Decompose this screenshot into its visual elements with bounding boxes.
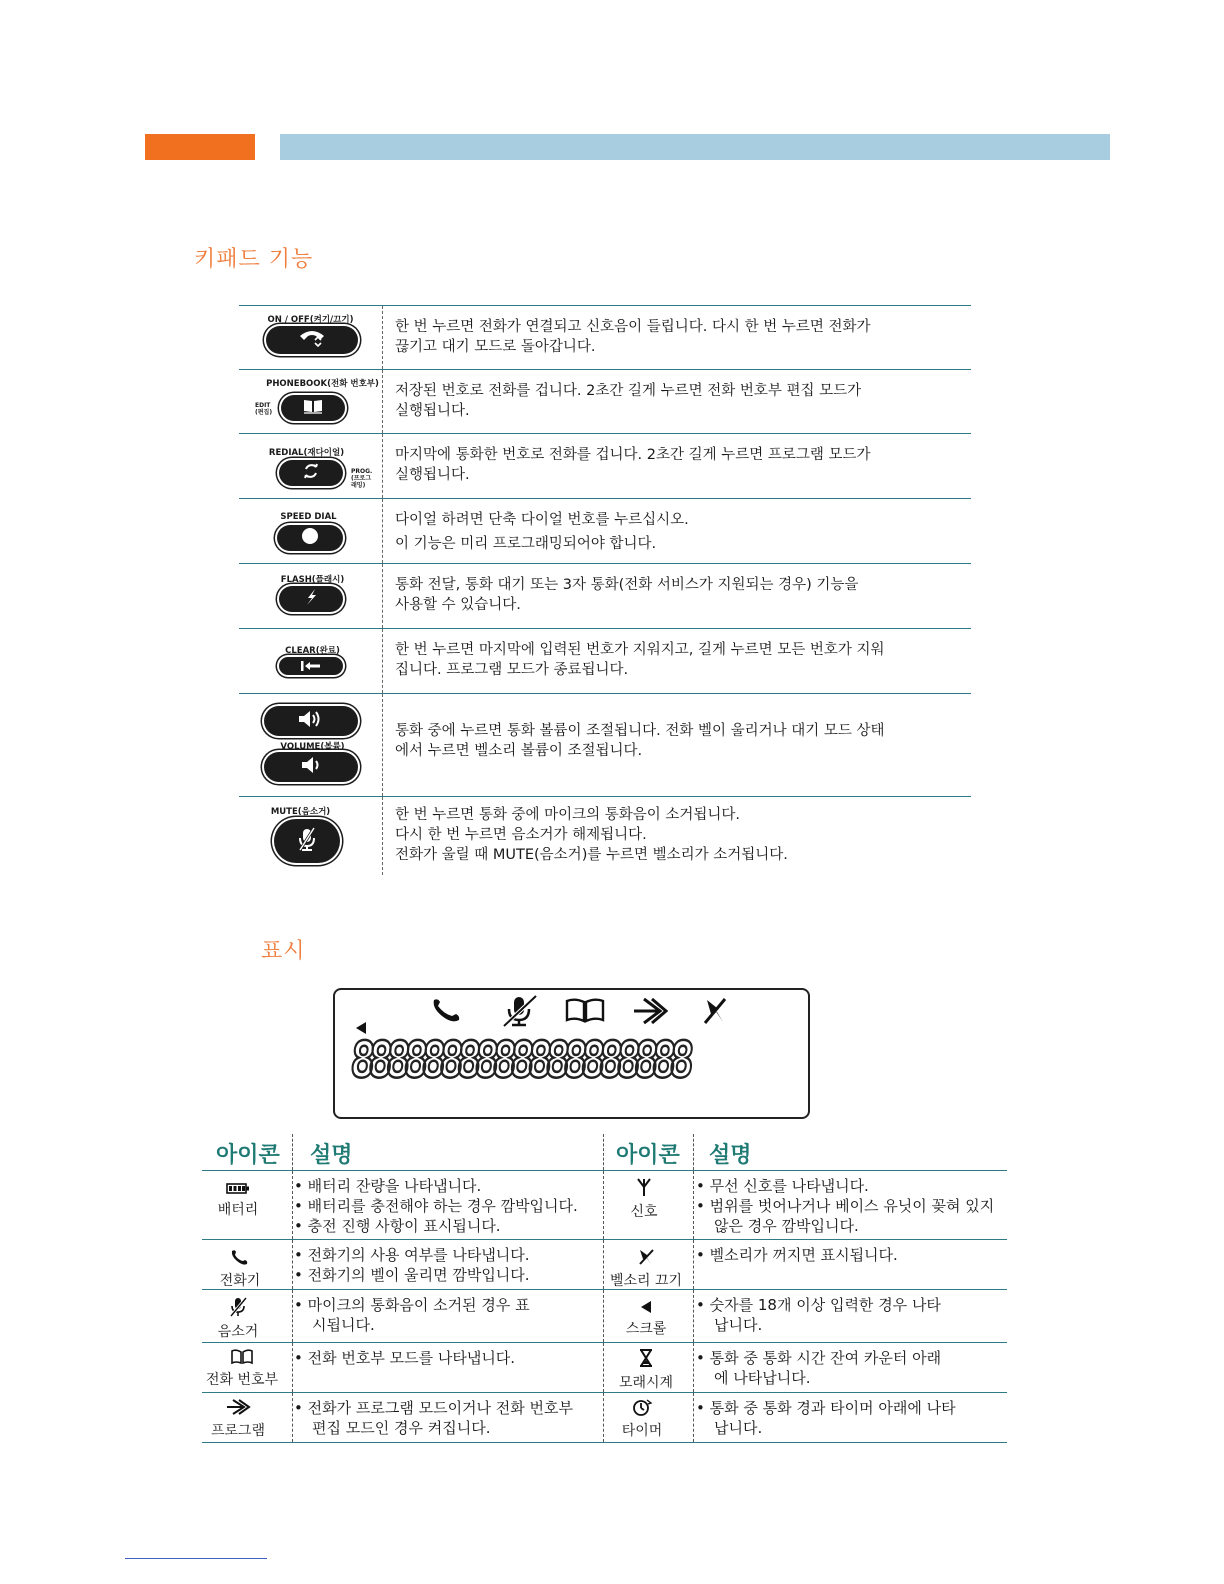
key-description: 에서 누르면 벨소리 볼륨이 조절됩니다. xyxy=(395,743,643,759)
icon-description: • 숫자를 18개 이상 입력한 경우 나타납니다. xyxy=(696,1296,941,1334)
header-icon-left: 아이콘 xyxy=(216,1143,280,1168)
key-description: 통화 전달, 통화 대기 또는 3자 통화(전화 서비스가 지원되는 경우) 기능을 xyxy=(395,577,859,593)
mute-mic-icon xyxy=(500,994,540,1032)
book-icon xyxy=(565,998,605,1028)
key-row-mute xyxy=(239,796,971,875)
redial-icon xyxy=(301,461,321,485)
timer-icon xyxy=(631,1404,653,1420)
key-label: ON / OFF(켜기/끄기) xyxy=(267,315,354,325)
icon-description: • 마이크의 통화음이 소거된 경우 표시됩니다. xyxy=(294,1296,530,1334)
redial-button[interactable] xyxy=(279,460,343,486)
key-description: 집니다. 프로그램 모드가 종료됩니다. xyxy=(395,662,629,678)
key-description: 사용할 수 있습니다. xyxy=(395,597,521,613)
battery-icon xyxy=(226,1183,250,1199)
icon-description: • 배터리 잔량을 나타냅니다. xyxy=(294,1177,482,1195)
handset-icon xyxy=(430,996,464,1028)
icon-row xyxy=(202,1392,1007,1443)
icon-row xyxy=(202,1239,1007,1289)
prog-side-label: PROG. (프로그 래밍) xyxy=(351,468,373,489)
mute-button[interactable] xyxy=(274,819,340,863)
key-label: FLASH(플래시) xyxy=(280,575,345,585)
clear-button[interactable] xyxy=(279,657,343,675)
key-description: 저장된 번호로 전화를 겁니다. 2초간 길게 누르면 전화 번호부 편집 모드가 xyxy=(395,383,862,399)
header-desc-right: 설명 xyxy=(709,1143,752,1168)
key-row-volume xyxy=(239,693,971,796)
scroll-left-icon xyxy=(640,1302,652,1318)
icon-name: 모래시계 xyxy=(618,1375,674,1391)
key-description: 전화가 울릴 때 MUTE(음소거)를 누르면 벨소리가 소거됩니다. xyxy=(395,847,788,863)
speed-dial-icon xyxy=(301,527,319,549)
lcd-digit-row: 8888888888888888888 xyxy=(348,1031,690,1089)
icon-description: • 벨소리가 꺼지면 표시됩니다. xyxy=(696,1246,898,1264)
speed-dial-button[interactable] xyxy=(277,525,343,551)
clear-icon xyxy=(300,657,322,676)
icon-name: 신호 xyxy=(630,1204,658,1220)
key-description: 한 번 누르면 전화가 연결되고 신호음이 들립니다. 다시 한 번 누르면 전화가 xyxy=(395,319,871,335)
key-row-clear xyxy=(239,628,971,693)
icon-description: • 범위를 벗어나거나 베이스 유닛이 꽂혀 있지 않은 경우 깜박입니다. xyxy=(696,1197,995,1235)
header-accent-bar xyxy=(145,134,255,160)
phone-onoff-icon xyxy=(297,328,327,352)
key-row-onoff xyxy=(239,305,971,369)
key-description: 이 기능은 미리 프로그래밍되어야 합니다. xyxy=(395,536,657,552)
icon-description: • 전화기의 사용 여부를 나타냅니다. xyxy=(294,1246,530,1264)
ringer-off-icon xyxy=(701,996,729,1030)
icon-table xyxy=(202,1134,1007,1443)
icon-name: 스크롤 xyxy=(625,1321,667,1337)
key-row-redial xyxy=(239,433,971,498)
icon-description: • 배터리를 충전해야 하는 경우 깜박입니다. xyxy=(294,1197,578,1215)
key-description: 다이얼 하려면 단축 다이얼 번호를 누르십시오. xyxy=(395,512,689,528)
icon-description: • 충전 진행 사항이 표시됩니다. xyxy=(294,1217,501,1235)
header-desc-left: 설명 xyxy=(310,1143,353,1168)
icon-row xyxy=(202,1289,1007,1342)
key-row-phonebook xyxy=(239,369,971,433)
volume-up-button[interactable] xyxy=(264,706,358,736)
lcd-display xyxy=(333,988,810,1119)
key-description: 실행됩니다. xyxy=(395,403,470,419)
onoff-button[interactable] xyxy=(266,326,358,354)
header-bar xyxy=(280,134,1110,160)
antenna-icon xyxy=(636,1185,652,1201)
keypad-table xyxy=(239,305,971,875)
volume-up-icon xyxy=(297,709,325,733)
flash-icon xyxy=(301,587,321,611)
key-label: VOLUME(볼륨) xyxy=(280,742,345,752)
icon-name: 타이머 xyxy=(621,1423,663,1439)
hourglass-icon xyxy=(638,1356,654,1372)
icon-description: • 전화기의 벨이 울리면 깜박입니다. xyxy=(294,1266,530,1284)
icon-row xyxy=(202,1170,1007,1239)
ringer-off-icon xyxy=(637,1254,655,1270)
mute-mic-icon xyxy=(227,1305,249,1321)
key-description: 한 번 누르면 마지막에 입력된 번호가 지워지고, 길게 누르면 모든 번호가 지워 xyxy=(395,642,885,658)
key-label: MUTE(음소거) xyxy=(270,807,331,817)
key-description: 한 번 누르면 통화 중에 마이크의 통화음이 소거됩니다. xyxy=(395,807,741,823)
icon-description: • 무선 신호를 나타냅니다. xyxy=(696,1177,869,1195)
key-description: 다시 한 번 누르면 음소거가 해제됩니다. xyxy=(395,827,647,843)
icon-name: 전화 번호부 xyxy=(205,1372,279,1388)
icon-description: • 전화 번호부 모드를 나타냅니다. xyxy=(294,1349,516,1367)
edit-side-label: EDIT (편집) xyxy=(255,402,273,416)
flash-button[interactable] xyxy=(279,586,343,612)
icon-description: • 통화 중 통화 시간 잔여 카운터 아래에 나타납니다. xyxy=(696,1349,942,1387)
phonebook-button[interactable] xyxy=(281,395,345,421)
display-section-title: 표시 xyxy=(261,939,306,964)
icon-name: 벨소리 끄기 xyxy=(609,1273,683,1289)
key-label: PHONEBOOK(전화 번호부) xyxy=(266,379,379,389)
mute-icon xyxy=(295,826,319,856)
icon-table-header xyxy=(202,1134,1007,1170)
handset-icon xyxy=(229,1254,251,1270)
volume-down-icon xyxy=(300,755,322,779)
icon-description: • 전화가 프로그램 모드이거나 전화 번호부 편집 모드인 경우 켜집니다. xyxy=(294,1399,574,1437)
key-description: 끊기고 대기 모드로 돌아갑니다. xyxy=(395,339,596,355)
icon-name: 프로그램 xyxy=(210,1423,266,1439)
icon-name: 배터리 xyxy=(217,1202,259,1218)
volume-down-button[interactable] xyxy=(264,752,358,782)
icon-name: 음소거 xyxy=(217,1324,259,1340)
key-row-flash xyxy=(239,563,971,628)
icon-name: 전화기 xyxy=(219,1273,261,1289)
key-description: 실행됩니다. xyxy=(395,467,470,483)
key-label: CLEAR(완료) xyxy=(285,646,340,656)
key-label: SPEED DIAL xyxy=(280,512,337,522)
program-arrow-icon xyxy=(632,996,668,1030)
icon-row xyxy=(202,1342,1007,1392)
footer-rule xyxy=(125,1558,267,1559)
icon-description: • 통화 중 통화 경과 타이머 아래에 나타납니다. xyxy=(696,1399,956,1437)
key-description: 마지막에 통화한 번호로 전화를 겁니다. 2초간 길게 누르면 프로그램 모드가 xyxy=(395,447,871,463)
key-description: 통화 중에 누르면 통화 볼륨이 조절됩니다. 전화 벨이 울리거나 대기 모드 상태 xyxy=(395,723,885,739)
program-arrow-icon xyxy=(225,1404,251,1420)
keypad-section-title: 키패드 기능 xyxy=(194,247,314,272)
key-label: REDIAL(재다이얼) xyxy=(268,448,345,458)
book-icon xyxy=(230,1353,254,1369)
key-row-speed-dial xyxy=(239,498,971,563)
phonebook-icon xyxy=(302,398,324,418)
header-icon-right: 아이콘 xyxy=(616,1143,680,1168)
